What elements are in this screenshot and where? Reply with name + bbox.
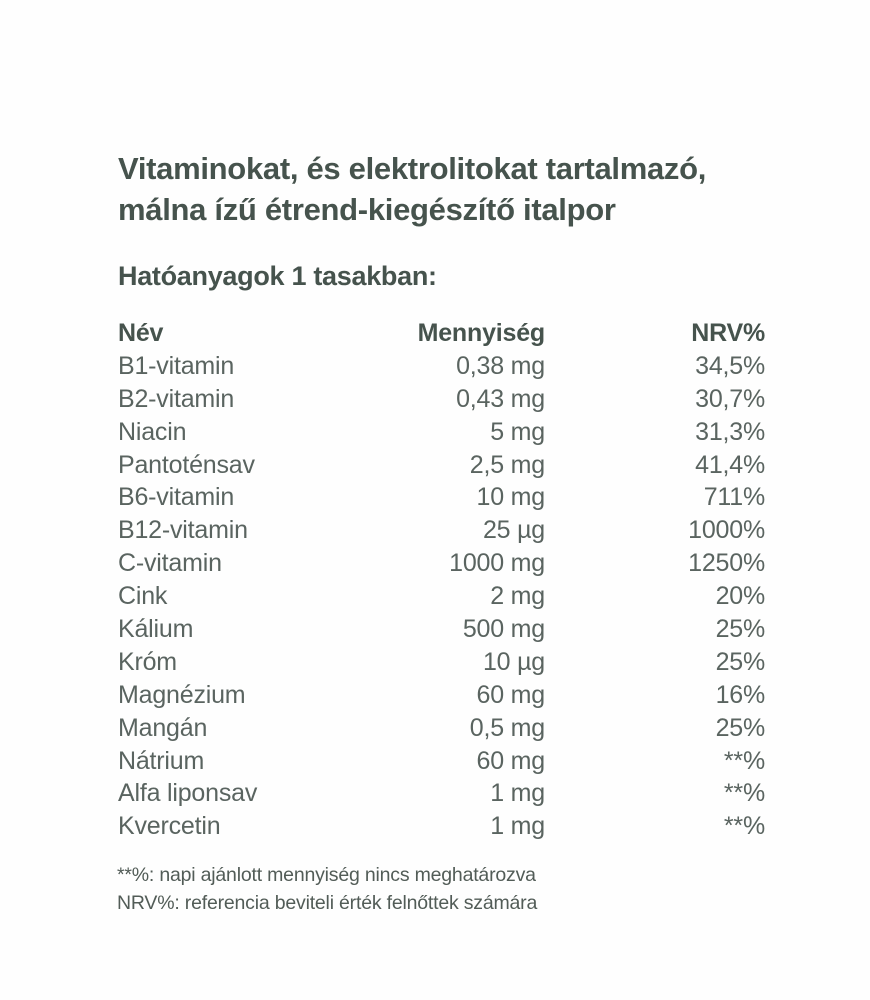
table-row (118, 514, 765, 547)
nutrient-nrv: 25% (715, 647, 765, 676)
nutrient-quantity: 1 mg (490, 812, 545, 841)
table-row (118, 481, 765, 514)
nutrient-quantity: 0,5 mg (469, 713, 545, 742)
nutrient-name: Cink (118, 582, 168, 611)
nutrient-name: Kvercetin (118, 812, 221, 841)
nutrient-quantity: 500 mg (462, 614, 545, 643)
nutrient-name: Niacin (118, 417, 187, 446)
nutrient-nrv: 1250% (688, 549, 765, 578)
product-title-line2: málna ízű étrend-kiegészítő italpor (118, 192, 616, 227)
nutrient-quantity: 10 mg (476, 483, 545, 512)
table-row (118, 810, 765, 843)
nutrient-nrv: 31,3% (695, 417, 765, 446)
nutrient-nrv: **% (723, 812, 765, 841)
footnote-daily-amount: **%: napi ajánlott mennyiség nincs meghatározva (117, 864, 536, 886)
nutrient-name: B6-vitamin (118, 483, 235, 512)
table-row (118, 745, 765, 778)
nutrient-quantity: 10 µg (482, 647, 545, 676)
table-row (118, 580, 765, 613)
nutrient-nrv: 711% (703, 483, 765, 512)
nutrient-quantity: 25 µg (482, 516, 545, 545)
nutrient-quantity: 60 mg (476, 680, 545, 709)
nutrient-name: B2-vitamin (118, 384, 235, 413)
nutrient-nrv: 1000% (688, 516, 765, 545)
table-row (118, 646, 765, 679)
column-header-nrv: NRV% (691, 318, 765, 347)
column-header-name: Név (118, 318, 164, 347)
table-row (118, 679, 765, 712)
nutrient-quantity: 0,43 mg (456, 384, 545, 413)
column-header-quantity: Mennyiség (417, 318, 545, 347)
footnotes (117, 861, 537, 917)
table-row (118, 449, 765, 482)
nutrient-name: Mangán (118, 713, 208, 742)
nutrient-name: Magnézium (118, 680, 246, 709)
nutrient-quantity: 60 mg (476, 746, 545, 775)
nutrient-quantity: 2 mg (490, 582, 545, 611)
nutrient-quantity: 2,5 mg (469, 450, 545, 479)
nutrition-table (118, 317, 765, 843)
nutrient-name: B1-vitamin (118, 351, 235, 380)
nutrient-nrv: 30,7% (695, 384, 765, 413)
nutrient-quantity: 1 mg (490, 779, 545, 808)
nutrient-name: Nátrium (118, 746, 205, 775)
table-row (118, 383, 765, 416)
nutrient-nrv: 25% (715, 614, 765, 643)
table-row (118, 416, 765, 449)
nutrient-name: Pantoténsav (118, 450, 255, 479)
nutrient-quantity: 0,38 mg (456, 351, 545, 380)
nutrient-nrv: 25% (715, 713, 765, 742)
active-ingredients-heading: Hatóanyagok 1 tasakban: (118, 261, 437, 291)
table-row (118, 712, 765, 745)
table-header-row (118, 317, 765, 350)
nutrient-name: Alfa liponsav (118, 779, 258, 808)
nutrient-nrv: **% (723, 779, 765, 808)
footnote-nrv-definition: NRV%: referencia beviteli érték felnőttek számára (117, 892, 538, 914)
product-title (118, 148, 808, 230)
nutrient-nrv: 41,4% (695, 450, 765, 479)
nutrient-name: C-vitamin (118, 549, 222, 578)
nutrient-quantity: 5 mg (490, 417, 545, 446)
nutrient-nrv: 34,5% (695, 351, 765, 380)
nutrient-nrv: **% (723, 746, 765, 775)
nutrient-nrv: 20% (715, 582, 765, 611)
table-row (118, 350, 765, 383)
table-row (118, 547, 765, 580)
product-title-line1: Vitaminokat, és elektrolitokat tartalmazó, (118, 151, 707, 186)
table-row (118, 613, 765, 646)
nutrient-name: Króm (118, 647, 177, 676)
nutrient-name: Kálium (118, 614, 194, 643)
nutrient-nrv: 16% (715, 680, 765, 709)
nutrient-name: B12-vitamin (118, 516, 248, 545)
nutrient-quantity: 1000 mg (449, 549, 545, 578)
table-row (118, 777, 765, 810)
